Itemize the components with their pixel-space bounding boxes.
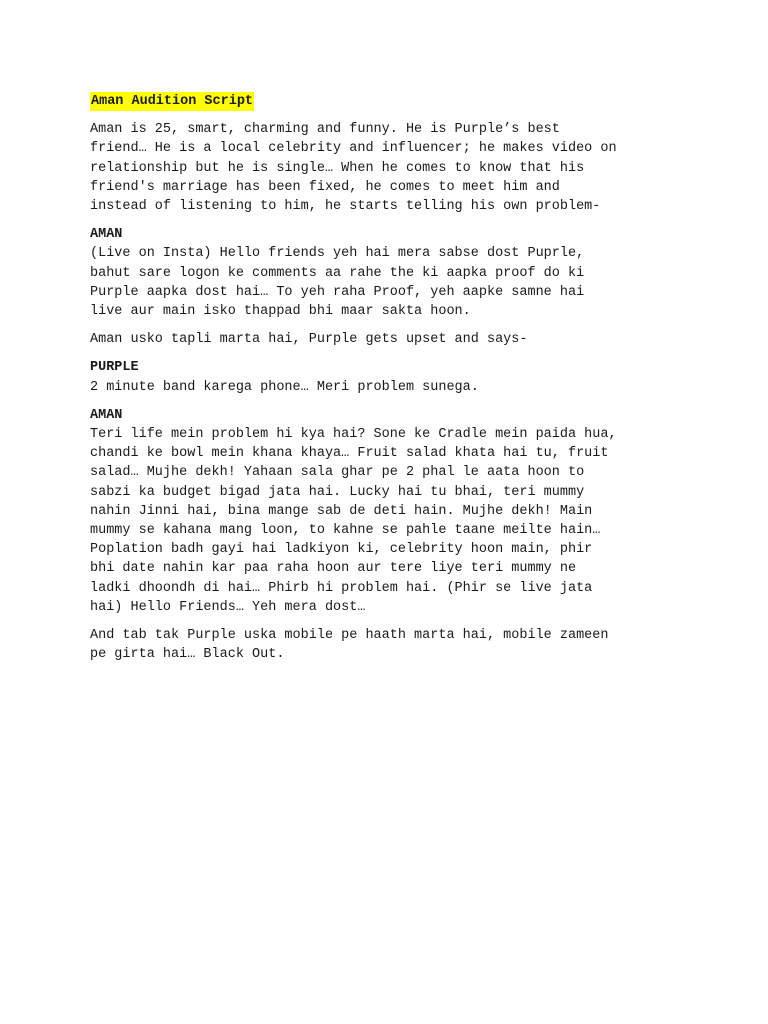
dialogue-line: mummy se kahana mang loon, to kahne se pahle taane meilte hain… bbox=[90, 523, 601, 539]
dialogue-line: hai) Hello Friends… Yeh mera dost… bbox=[90, 599, 366, 615]
intro-line: Aman is 25, smart, charming and funny. He is Purple’s best bbox=[90, 122, 560, 138]
dialogue-line: salad… Mujhe dekh! Yahaan sala ghar pe 2 phal le aata hoon to bbox=[90, 465, 585, 481]
intro-line: instead of listening to him, he starts telling his own problem- bbox=[90, 199, 601, 215]
speaker-name: AMAN bbox=[90, 227, 123, 243]
dialogue-line: Poplation badh gayi hai ladkiyon ki, celebrity hoon main, phir bbox=[90, 542, 593, 558]
dialogue-line: (Live on Insta) Hello friends yeh hai mera sabse dost Puprle, bbox=[90, 246, 585, 262]
dialogue-line: Teri life mein problem hi kya hai? Sone ke Cradle mein paida hua, bbox=[90, 427, 617, 443]
dialogue-line: bhi date nahin kar paa raha hoon aur tere liye teri mummy ne bbox=[90, 561, 577, 577]
intro-line: relationship but he is single… When he comes to know that his bbox=[90, 160, 585, 176]
action-line-1 bbox=[90, 330, 690, 349]
dialogue-aman-2 bbox=[90, 406, 690, 617]
action-text: pe girta hai… Black Out. bbox=[90, 647, 285, 663]
dialogue-purple bbox=[90, 358, 690, 396]
dialogue-line: live aur main isko thappad bhi maar sakta hoon. bbox=[90, 304, 471, 320]
script-title: Aman Audition Script bbox=[90, 92, 254, 111]
dialogue-line: 2 minute band karega phone… Meri problem sunega. bbox=[90, 379, 479, 395]
dialogue-line: ladki dhoondh di hai… Phirb hi problem hai. (Phir se live jata bbox=[90, 580, 593, 596]
dialogue-aman-1 bbox=[90, 225, 690, 321]
action-text: And tab tak Purple uska mobile pe haath marta hai, mobile zameen bbox=[90, 628, 609, 644]
intro-paragraph bbox=[90, 120, 690, 216]
action-text: Aman usko tapli marta hai, Purple gets upset and says- bbox=[90, 332, 528, 348]
dialogue-line: chandi ke bowl mein khana khaya… Fruit salad khata hai tu, fruit bbox=[90, 446, 609, 462]
dialogue-line: bahut sare logon ke comments aa rahe the ki aapka proof do ki bbox=[90, 265, 585, 281]
intro-line: friend's marriage has been fixed, he comes to meet him and bbox=[90, 179, 560, 195]
dialogue-line: nahin Jinni hai, bina mange sab de deti hain. Mujhe dekh! Main bbox=[90, 503, 593, 519]
dialogue-line: sabzi ka budget bigad jata hai. Lucky hai tu bhai, teri mummy bbox=[90, 484, 585, 500]
dialogue-line: Purple aapka dost hai… To yeh raha Proof, yeh aapke samne hai bbox=[90, 284, 585, 300]
action-line-2 bbox=[90, 626, 690, 664]
speaker-name: AMAN bbox=[90, 407, 123, 423]
intro-line: friend… He is a local celebrity and influencer; he makes video on bbox=[90, 141, 617, 157]
script-page bbox=[90, 92, 690, 673]
speaker-name: PURPLE bbox=[90, 360, 139, 376]
